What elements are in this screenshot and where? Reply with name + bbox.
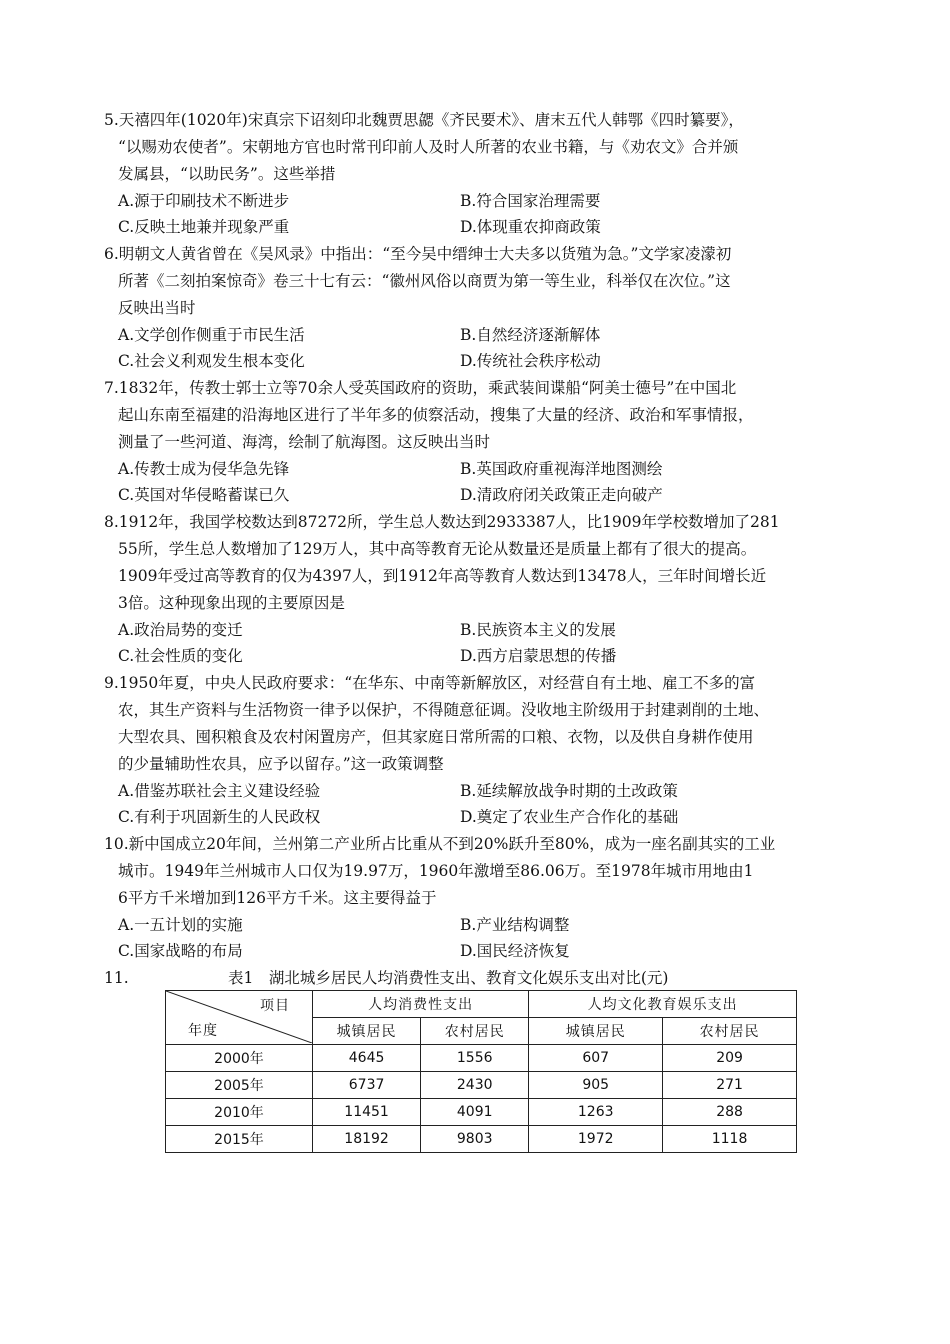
option-d: D.体现重农抑商政策 [460, 218, 601, 236]
question-text: 6.明朝文人黄省曾在《吴风录》中指出：“至今吴中缙绅士大夫多以货殖为急。”文学家凌濛初 [104, 245, 732, 263]
subheader-rural: 农村居民 [663, 1018, 797, 1045]
value-cell: 607 [529, 1045, 663, 1072]
option-d: D.传统社会秩序松动 [460, 352, 601, 370]
table-row [166, 1126, 797, 1153]
option-b: B.符合国家治理需要 [460, 192, 601, 210]
option-d: D.奠定了农业生产合作化的基础 [460, 808, 679, 826]
year-cell: 2005年 [166, 1072, 313, 1099]
question-text: 7.1832年，传教士郭士立等70余人受英国政府的资助，乘武装间谍船“阿美士德号”在中国北 [104, 379, 737, 397]
value-cell: 1556 [421, 1045, 529, 1072]
question-text: 8.1912年，我国学校数达到87272所，学生总人数达到2933387人，比1909年学校数增加了281 [104, 513, 780, 531]
option-c: C.国家战略的布局 [118, 942, 243, 960]
option-c: C.社会性质的变化 [118, 647, 243, 665]
question-text: 55所，学生总人数增加了129万人，其中高等教育无论从数量还是质量上都有了很大的提高。 [118, 540, 757, 558]
option-a: A.文学创作侧重于市民生活 [118, 326, 305, 344]
question-text: 大型农具、囤积粮食及农村闲置房产，但其家庭日常所需的口粮、衣物，以及供自身耕作使用 [118, 728, 754, 746]
question-text: 农，其生产资料与生活物资一律予以保护，不得随意征调。没收地主阶级用于封建剥削的土地、 [118, 701, 770, 719]
table-header-row [166, 991, 797, 1018]
value-cell: 271 [663, 1072, 797, 1099]
question-text: 反映出当时 [118, 299, 196, 317]
option-c: C.反映土地兼并现象严重 [118, 218, 290, 236]
subheader-rural: 农村居民 [421, 1018, 529, 1045]
value-cell: 1263 [529, 1099, 663, 1126]
question-text: 所著《二刻拍案惊奇》卷三十七有云：“徽州风俗以商贾为第一等生业，科举仅在次位。”这 [118, 272, 731, 290]
value-cell: 4645 [313, 1045, 421, 1072]
subheader-urban: 城镇居民 [313, 1018, 421, 1045]
question-text: 城市。1949年兰州城市人口仅为19.97万，1960年激增至86.06万。至1978年城市用地由1 [118, 862, 754, 880]
value-cell: 6737 [313, 1072, 421, 1099]
question-text: 1909年受过高等教育的仅为4397人，到1912年高等教育人数达到13478人，三年时间增长近 [118, 567, 767, 585]
question-text: 5.天禧四年(1020年)宋真宗下诏刻印北魏贾思勰《齐民要术》、唐末五代人韩鄂《四时纂要》， [104, 111, 744, 129]
option-a: A.一五计划的实施 [118, 916, 243, 934]
question-text: 起山东南至福建的沿海地区进行了半年多的侦察活动，搜集了大量的经济、政治和军事情报， [118, 406, 754, 424]
question-text: 的少量辅助性农具，应予以留存。”这一政策调整 [118, 755, 444, 773]
value-cell: 18192 [313, 1126, 421, 1153]
year-cell: 2010年 [166, 1099, 313, 1126]
year-cell: 2000年 [166, 1045, 313, 1072]
corner-label-item: 项目 [260, 998, 290, 1014]
corner-label-year: 年度 [188, 1023, 218, 1039]
value-cell: 209 [663, 1045, 797, 1072]
question-text: 6平方千米增加到126平方千米。这主要得益于 [118, 889, 437, 907]
option-a: A.传教士成为侵华急先锋 [118, 460, 290, 478]
table-row [166, 1072, 797, 1099]
question-number: 11. [104, 969, 129, 987]
option-d: D.西方启蒙思想的传播 [460, 647, 617, 665]
option-d: D.国民经济恢复 [460, 942, 570, 960]
header-education: 人均文化教育娱乐支出 [529, 991, 797, 1018]
data-table [165, 990, 797, 1153]
value-cell: 9803 [421, 1126, 529, 1153]
option-c: C.社会义利观发生根本变化 [118, 352, 305, 370]
option-d: D.清政府闭关政策正走向破产 [460, 486, 663, 504]
table-row [166, 1045, 797, 1072]
option-b: B.民族资本主义的发展 [460, 621, 616, 639]
value-cell: 1118 [663, 1126, 797, 1153]
option-b: B.延续解放战争时期的土改政策 [460, 782, 678, 800]
value-cell: 2430 [421, 1072, 529, 1099]
option-c: C.有利于巩固新生的人民政权 [118, 808, 321, 826]
table-caption: 表1 湖北城乡居民人均消费性支出、教育文化娱乐支出对比(元) [228, 969, 669, 987]
question-text: 发属县，“以助民务”。这些举措 [118, 165, 336, 183]
value-cell: 905 [529, 1072, 663, 1099]
value-cell: 4091 [421, 1099, 529, 1126]
option-a: A.政治局势的变迁 [118, 621, 243, 639]
value-cell: 1972 [529, 1126, 663, 1153]
question-text: 9.1950年夏，中央人民政府要求：“在华东、中南等新解放区，对经营自有土地、雇工不多的富 [104, 674, 756, 692]
question-text: 10.新中国成立20年间，兰州第二产业所占比重从不到20%跃升至80%，成为一座名副其实的工业 [104, 835, 776, 853]
question-text: “以赐劝农使者”。宋朝地方官也时常刊印前人及时人所著的农业书籍，与《劝农文》合并颁 [118, 138, 739, 156]
value-cell: 11451 [313, 1099, 421, 1126]
option-a: A.借鉴苏联社会主义建设经验 [118, 782, 321, 800]
subheader-urban: 城镇居民 [529, 1018, 663, 1045]
table-row [166, 1099, 797, 1126]
table-corner-cell [166, 991, 313, 1045]
option-c: C.英国对华侵略蓄谋已久 [118, 486, 290, 504]
option-a: A.源于印刷技术不断进步 [118, 192, 290, 210]
header-consumption: 人均消费性支出 [313, 991, 529, 1018]
question-text: 3倍。这种现象出现的主要原因是 [118, 594, 345, 612]
option-b: B.产业结构调整 [460, 916, 570, 934]
option-b: B.自然经济逐渐解体 [460, 326, 601, 344]
year-cell: 2015年 [166, 1126, 313, 1153]
question-text: 测量了一些河道、海湾，绘制了航海图。这反映出当时 [118, 433, 491, 451]
value-cell: 288 [663, 1099, 797, 1126]
option-b: B.英国政府重视海洋地图测绘 [460, 460, 663, 478]
